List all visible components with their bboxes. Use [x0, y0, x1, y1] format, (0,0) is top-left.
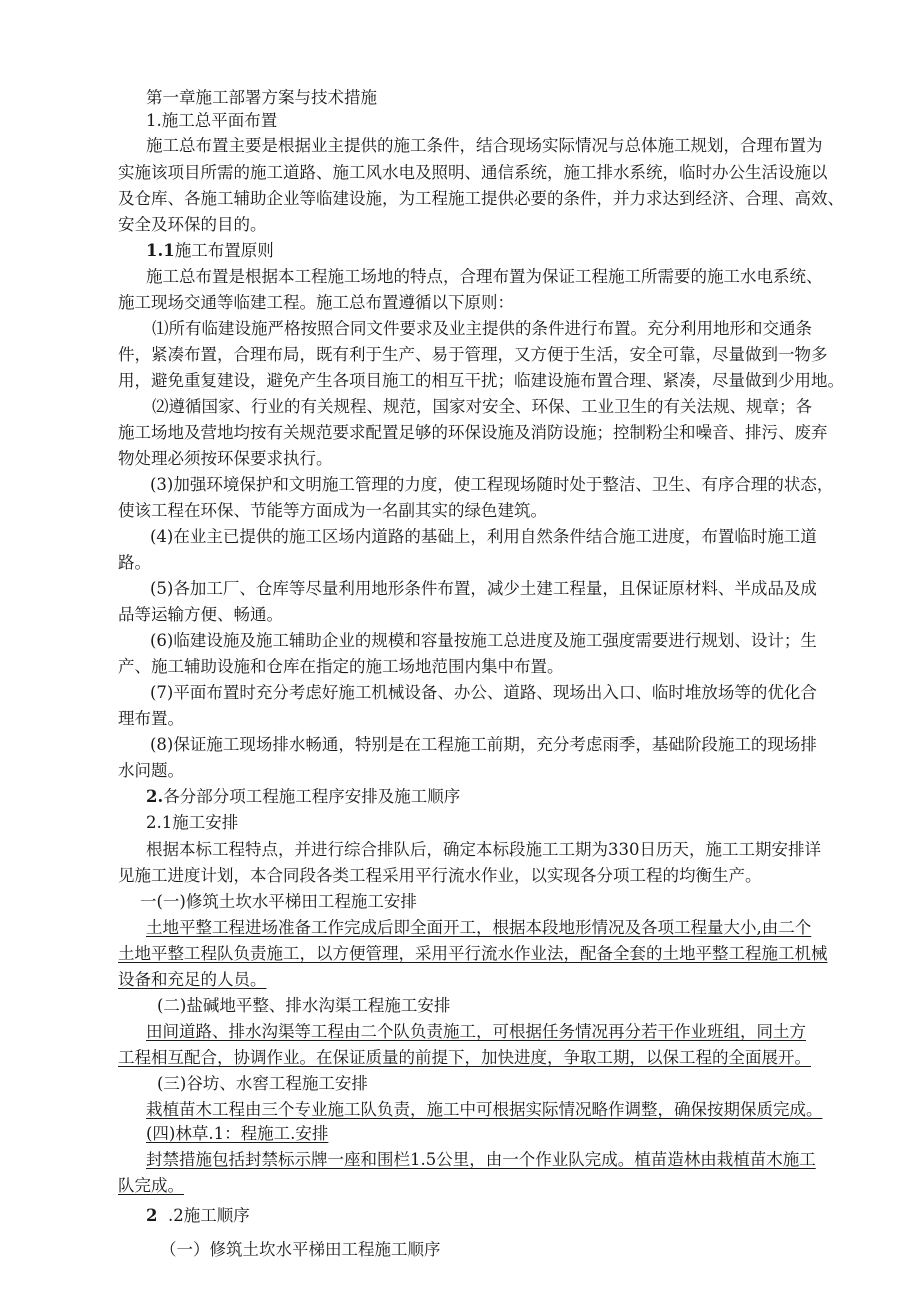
- underlined-line: 栽植苗木工程由三个专业施工队负责，施工中可根据实际情况略作调整，确保按期保质完成。: [146, 1100, 823, 1119]
- underlined-line: 土地平整工程进场准备工作完成后即全面开工，根据本段地形情况及各项工程量大小,由二个: [146, 918, 812, 937]
- rule-line: (6)临建设施及施工辅助企业的规模和容量按施工总进度及施工强度需要进行规划、设计；生: [150, 631, 817, 650]
- subsection-number: 2: [146, 1206, 158, 1225]
- sub-heading: (四)林草.1：程施工.安排: [146, 1124, 329, 1143]
- paragraph-line: 见施工进度计划，本合同段各类工程采用平行流水作业，以实现各分项工程的均衡生产。: [118, 866, 762, 885]
- paragraph-line: 施工总布置主要是根据业主提供的施工条件，结合现场实际情况与总体施工规划，合理布置为: [146, 136, 823, 155]
- section-number: 2.: [146, 787, 164, 806]
- subsection-number: 1.1: [146, 241, 175, 260]
- rule-line: (3)加强环境保护和文明施工管理的力度，使工程现场随时处于整洁、卫生、有序合理的状态，: [150, 475, 834, 494]
- paragraph-line: 及仓库、各施工辅助企业等临建设施，为工程施工提供必要的条件，并力求达到经济、合理、高效、: [118, 189, 844, 208]
- paragraph-line: 实施该项目所需的施工道路、施工风水电及照明、通信系统，施工排水系统，临时办公生活设施以: [118, 163, 828, 182]
- underlined-line: 封禁措施包括封禁标示牌一座和围栏1.5公里，由一个作业队完成。植苗造林由栽植苗木施工: [146, 1150, 816, 1169]
- underlined-line: 设备和充足的人员。: [118, 970, 267, 989]
- sub-heading: (三)谷坊、水窖工程施工安排: [157, 1074, 368, 1093]
- rule-line: 水问题。: [118, 761, 184, 780]
- underlined-line: 队完成。: [118, 1176, 184, 1195]
- rule-line: (5)各加工厂、仓库等尽量利用地形条件布置，减少土建工程量，且保证原材料、半成品及成: [150, 579, 817, 598]
- chapter-title: 第一章施工部署方案与技术措施: [146, 88, 377, 107]
- section-title: 各分部分项工程施工程序安排及施工顺序: [163, 787, 461, 806]
- section-heading: 1.施工总平面布置: [146, 111, 278, 130]
- rule-line: 使该工程在环保、节能等方面成为一名副其实的绿色建筑。: [118, 501, 547, 520]
- rule-line: 理布置。: [118, 709, 184, 728]
- rule-line: 物处理必须按环保要求执行。: [118, 449, 333, 468]
- rule-line: ⑵遵循国家、行业的有关规程、规范，国家对安全、环保、工业卫生的有关法规、规章；各: [152, 397, 812, 416]
- rule-line: 用，避免重复建设，避免产生各项目施工的相互干扰；临建设施布置合理、紧凑，尽量做到少用地。: [118, 371, 844, 390]
- subsection-heading: [146, 1206, 250, 1226]
- rule-line: 路。: [118, 553, 151, 572]
- rule-line: (4)在业主已提供的施工区场内道路的基础上，利用自然条件结合施工进度，布置临时施工道: [150, 527, 817, 546]
- subsection-heading: 2.1施工安排: [146, 813, 239, 832]
- rule-line: 产、施工辅助设施和仓库在指定的施工场地范围内集中布置。: [118, 657, 564, 676]
- rule-line: ⑴所有临建设施严格按照合同文件要求及业主提供的条件进行布置。充分利用地形和交通条: [152, 319, 812, 338]
- underlined-line: 工程相互配合，协调作业。在保证质量的前提下，加快进度，争取工期，以保工程的全面展开。: [118, 1048, 811, 1067]
- paragraph-line: 施工现场交通等临建工程。施工总布置遵循以下原则：: [118, 293, 514, 312]
- rule-line: 件，紧凑布置，合理布局，既有利于生产、易于管理，又方便于生活，安全可靠，尽量做到一物多: [118, 345, 828, 364]
- rule-line: (7)平面布置时充分考虑好施工机械设备、办公、道路、现场出入口、临时堆放场等的优化合: [150, 683, 817, 702]
- section-heading: [146, 787, 460, 807]
- underlined-line: 田间道路、排水沟渠等工程由二个队负责施工，可根据任务情况再分若干作业班组，同土方: [146, 1022, 806, 1041]
- sub-heading: (二)盐碱地平整、排水沟渠工程施工安排: [157, 996, 451, 1015]
- subsection-title: 施工布置原则: [174, 241, 274, 260]
- paragraph-line: 施工总布置是根据本工程施工场地的特点，合理布置为保证工程施工所需要的施工水电系统、: [146, 267, 823, 286]
- rule-line: (8)保证施工现场排水畅通，特别是在工程施工前期，充分考虑雨季，基础阶段施工的现场排: [150, 735, 817, 754]
- subsection-title: .2施工顺序: [167, 1206, 250, 1225]
- sub-heading: 一(一)修筑土坎水平梯田工程施工安排: [140, 892, 417, 911]
- subsection-heading: [146, 241, 274, 261]
- paragraph-line: 安全及环保的目的。: [118, 215, 267, 234]
- rule-line: 品等运输方便、畅通。: [118, 605, 283, 624]
- sub-heading: （一）修筑土坎水平梯田工程施工顺序: [160, 1240, 441, 1259]
- paragraph-line: 根据本标工程特点，并进行综合排队后，确定本标段施工工期为330日历天，施工工期安排详: [146, 840, 821, 859]
- rule-line: 施工场地及营地均按有关规范要求配置足够的环保设施及消防设施；控制粉尘和噪音、排污、废弃: [118, 423, 828, 442]
- underlined-line: 土地平整工程队负责施工，以方便管理，采用平行流水作业法，配备全套的土地平整工程施工机械: [118, 944, 828, 963]
